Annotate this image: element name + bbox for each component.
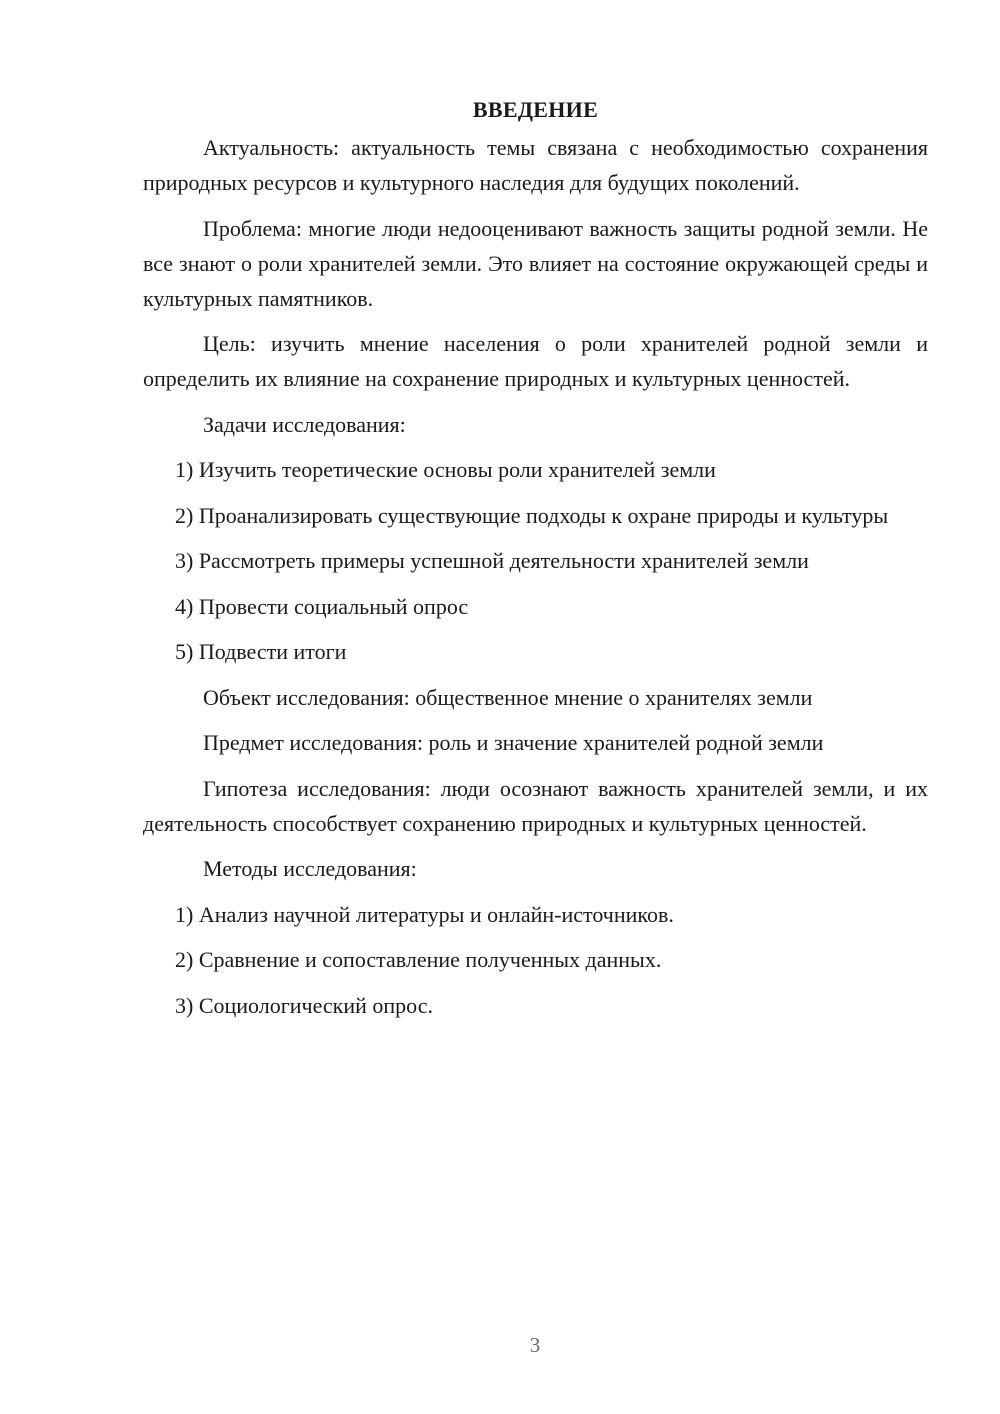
method-item: 1) Анализ научной литературы и онлайн-источников. — [175, 901, 674, 927]
task-item: 2) Проанализировать существующие подходы к охране природы и культуры — [175, 502, 889, 528]
method-item: 2) Сравнение и сопоставление полученных данных. — [175, 947, 662, 972]
object-paragraph: Объект исследования: общественное мнение о хранителях земли — [203, 684, 813, 710]
task-item: 1) Изучить теоретические основы роли хранителей земли — [175, 457, 716, 482]
method-item: 3) Социологический опрос. — [175, 992, 433, 1018]
tasks-heading: Задачи исследования: — [203, 411, 406, 437]
goal-paragraph: Цель: изучить мнение населения о роли хранителей родной земли и определить их влияние на сохранение природных и культурных ценностей. — [143, 331, 928, 391]
hypothesis-paragraph: Гипотеза исследования: люди осознают важность хранителей земли, и их деятельность способствует сохранению природных и культурных ценностей. — [143, 775, 928, 836]
document-page — [143, 92, 928, 1033]
page-title: ВВЕДЕНИЕ — [472, 97, 599, 122]
subject-paragraph: Предмет исследования: роль и значение хранителей родной земли — [203, 730, 824, 755]
page-number: 3 — [529, 1333, 541, 1357]
problem-paragraph: Проблема: многие люди недооценивают важность защиты родной земли. Не все знают о роли хранителей земли. Это влияет на состояние окружающей среды и культурных памятников. — [143, 215, 928, 311]
methods-heading: Методы исследования: — [203, 856, 417, 881]
relevance-paragraph: Актуальность: актуальность темы связана с необходимостью сохранения природных ресурсов и культурного наследия для будущих поколений. — [143, 135, 928, 195]
task-item: 3) Рассмотреть примеры успешной деятельности хранителей земли — [175, 548, 809, 573]
task-item: 5) Подвести итоги — [175, 639, 347, 664]
task-item: 4) Провести социальный опрос — [175, 593, 469, 619]
